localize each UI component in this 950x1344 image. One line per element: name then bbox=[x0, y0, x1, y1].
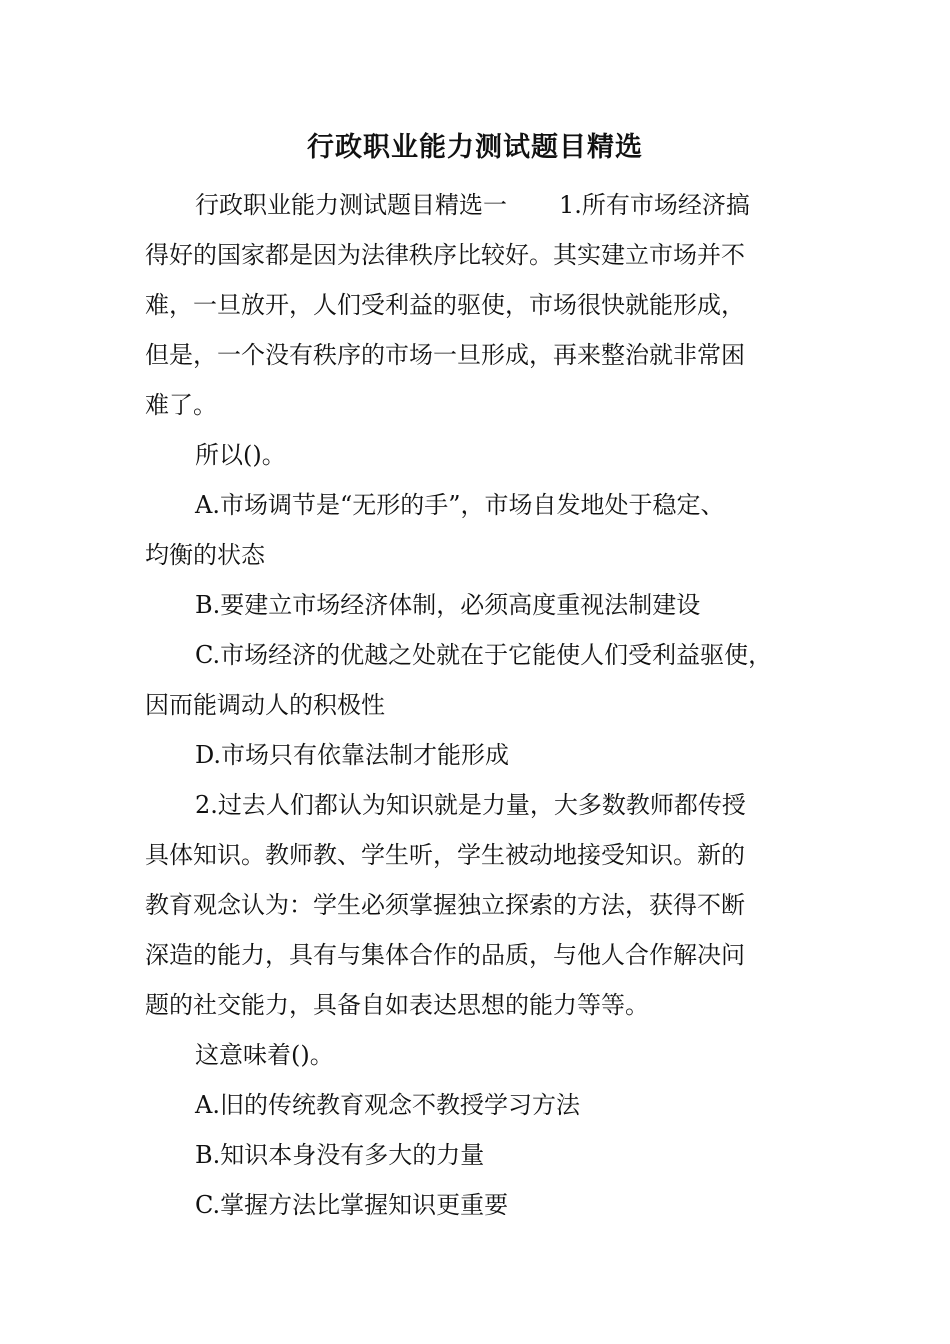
q1-stem-line: 但是，一个没有秩序的市场一旦形成，再来整治就非常困 bbox=[145, 341, 745, 369]
q2-stem-line: 2.过去人们都认为知识就是力量，大多数教师都传授 bbox=[195, 791, 746, 819]
q1-option-c-cont: 因而能调动人的积极性 bbox=[145, 691, 385, 719]
page-title: 行政职业能力测试题目精选 bbox=[307, 132, 643, 163]
q1-stem-first: 1.所有市场经济搞 bbox=[559, 191, 750, 219]
q1-stem-line: 得好的国家都是因为法律秩序比较好。其实建立市场并不 bbox=[145, 241, 745, 269]
intro-label: 行政职业能力测试题目精选一 bbox=[195, 191, 507, 219]
q1-stem-line: 难，一旦放开，人们受利益的驱使，市场很快就能形成， bbox=[145, 291, 745, 319]
q2-prompt: 这意味着()。 bbox=[195, 1041, 334, 1069]
q2-option-b: B.知识本身没有多大的力量 bbox=[195, 1141, 485, 1169]
q2-stem-line: 具体知识。教师教、学生听，学生被动地接受知识。新的 bbox=[145, 841, 745, 869]
q2-option-a: A.旧的传统教育观念不教授学习方法 bbox=[195, 1091, 580, 1119]
q2-stem-line: 教育观念认为：学生必须掌握独立探索的方法，获得不断 bbox=[145, 891, 745, 919]
q2-option-c: C.掌握方法比掌握知识更重要 bbox=[195, 1191, 509, 1219]
q2-stem-line: 深造的能力，具有与集体合作的品质，与他人合作解决问 bbox=[145, 941, 745, 969]
q1-option-d: D.市场只有依靠法制才能形成 bbox=[195, 741, 510, 769]
document-body bbox=[145, 180, 817, 1230]
intro-line bbox=[145, 180, 817, 230]
q2-stem-line: 题的社交能力，具备自如表达思想的能力等等。 bbox=[145, 991, 649, 1019]
q1-option-b: B.要建立市场经济体制，必须高度重视法制建设 bbox=[195, 591, 701, 619]
q1-option-c: C.市场经济的优越之处就在于它能使人们受利益驱使， bbox=[195, 641, 773, 669]
q1-prompt: 所以()。 bbox=[195, 441, 286, 469]
q1-option-a: A.市场调节是“无形的手”，市场自发地处于稳定、 bbox=[195, 491, 725, 519]
q1-option-a-cont: 均衡的状态 bbox=[145, 541, 265, 569]
q1-stem-line: 难了。 bbox=[145, 391, 217, 419]
